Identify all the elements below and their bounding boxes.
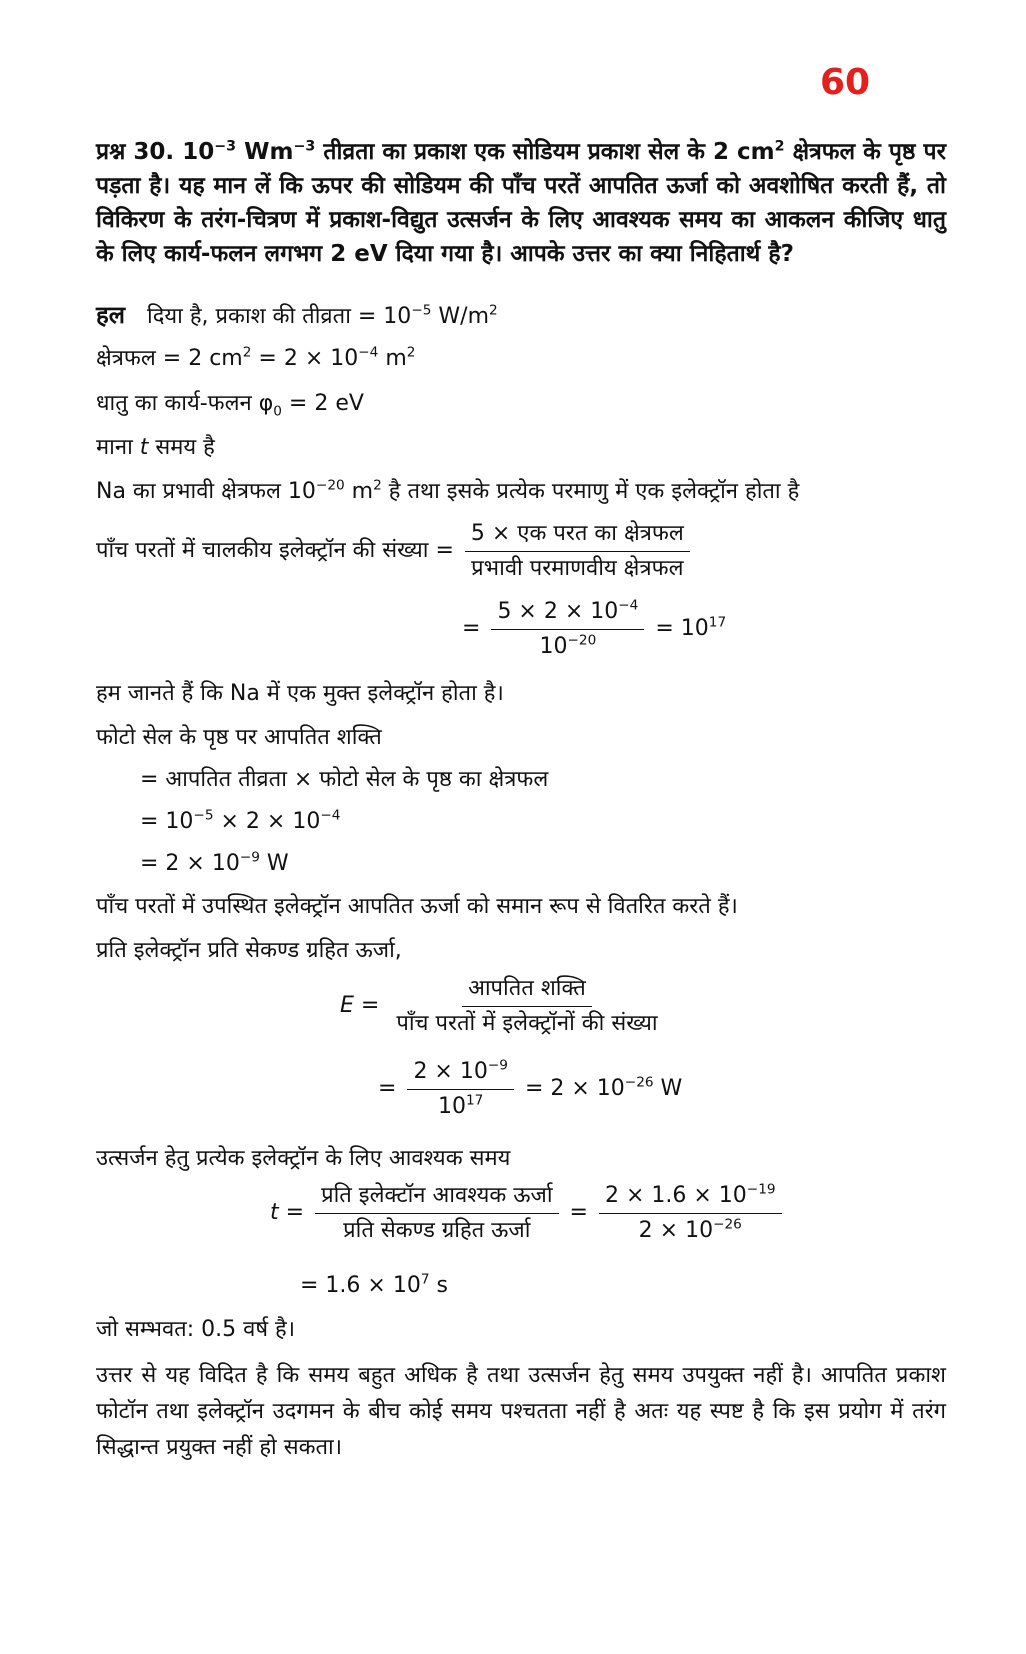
electron-count-calc: = $\frac{5 \times 2 \times 10^{-4}}{10^{-20}}$ = $10^{17}$ [462, 597, 727, 659]
page-number: 60 [820, 62, 871, 103]
question-text: क्षेत्रफल के पृष्ठ पर पड़ता है। यह मान लें कि ऊपर की सोडियम की पाँच परतें आपतित ऊर्जा को अवशोषित करती हैं, तो विकिरण के तरंग-चित्रण में प्रकाश-विद्युत उत्सर्जन के लिए आवश्यक समय का आकलन कीजिए धातु के लिए कार्य-फलन लगभग 2 eV दिया गया है। आपके उत्तर का क्या निहितार्थ है? [96, 139, 946, 267]
emission-time-label: उत्सर्जन हेतु प्रत्येक इलेक्ट्रॉन के लिए आवश्यक समय [96, 1146, 511, 1171]
incident-power-label: फोटो सेल के पृष्ठ पर आपतित शक्ति [96, 725, 382, 750]
solution-label: हल [96, 301, 126, 329]
question-block: प्रश्न 30. $10^{-3}$ $Wm^{-3}$ तीव्रता का प्रकाश एक सोडियम प्रकाश सेल के 2 $cm^2$ क्षेत्रफल के पृष्ठ पर पड़ता है। यह मान लें कि ऊपर की सोडियम की पाँच परतें आपतित ऊर्जा को अवशोषित करती हैं, तो विकिरण के तरंग-चित्रण में प्रकाश-विद्युत उत्सर्जन के लिए आवश्यक समय का आकलन कीजिए धातु के लिए कार्य-फलन लगभग 2 eV दिया गया है। आपके उत्तर का क्या निहितार्थ है? [96, 138, 946, 267]
incident-power-step1: = आपतित तीव्रता × फोटो सेल के पृष्ठ का क्षेत्रफल [140, 767, 549, 792]
incident-power-result: = $2 \times 10^{-9}$ W [140, 849, 289, 876]
time-calc-fraction: $\frac{2 \times 1.6 \times 10^{-19}}{2 \times 10^{-26}}$ [599, 1182, 782, 1244]
electron-count-formula: पाँच परतों में चालकीय इलेक्ट्रॉन की संख्या = $\frac{\text{5 × एक परत का क्षेत्रफल}}{\text{प्रभावी परमाणवीय क्षेत्रफल}}$ [96, 520, 694, 582]
electron-count-calc-fraction: $\frac{5 \times 2 \times 10^{-4}}{10^{-20}}$ [491, 598, 644, 660]
free-electron-note: हम जानते हैं कि Na में एक मुक्त इलेक्ट्रॉन होता है। [96, 681, 504, 706]
given-work-function: धातु का कार्य-फलन $\varphi_0 = 2$ eV [96, 391, 364, 420]
time-formula: t = $\frac{\text{प्रति इलेक्टॉन आवश्यक ऊर्जा}}{\text{प्रति सेकण्ड ग्रहित ऊर्जा}}$ = $\frac{2 \times 1.6 \times 10^{-19}}{2 \times 10^{-26}}$ [270, 1182, 786, 1244]
na-effective-area: Na का प्रभावी क्षेत्रफल $10^{-20}$ $m^2$ है तथा इसके प्रत्येक परमाणु में एक इलेक्ट्रॉन होता है [96, 477, 800, 504]
conclusion-paragraph: उत्तर से यह विदित है कि समय बहुत अधिक है तथा उत्सर्जन हेतु समय उपयुक्त नहीं है। आपतित प्रकाश फोटॉन तथा इलेक्ट्रॉन उदगमन के बीच कोई समय पश्चतता नहीं है अतः यह स्पष्ट है कि इस प्रयोग में तरंग सिद्धान्त प्रयुक्त नहीं हो सकता। [96, 1363, 946, 1460]
question-text-a: 10 [182, 139, 215, 165]
given-intensity: हल दिया है, प्रकाश की तीव्रता = $10^{-5}$ $W/m^2$ [96, 301, 498, 329]
energy-distribution-note: पाँच परतों में उपस्थित इलेक्ट्रॉन आपतित ऊर्जा को समान रूप से वितरित करते हैं। [96, 894, 738, 919]
given-area: क्षेत्रफल = 2 $cm^2 = 2 \times 10^{-4}$ $m^2$ [96, 344, 416, 371]
time-in-years: जो सम्भवत: 0.5 वर्ष है। [96, 1317, 296, 1342]
energy-per-electron-label: प्रति इलेक्ट्रॉन प्रति सेकण्ड ग्रहित ऊर्जा, [96, 938, 402, 963]
incident-power-step2: = $10^{-5} \times 2 \times 10^{-4}$ [140, 807, 341, 834]
electron-count-fraction: $\frac{\text{5 × एक परत का क्षेत्रफल}}{\text{प्रभावी परमाणवीय क्षेत्रफल}}$ [465, 520, 690, 582]
time-fraction: $\frac{\text{प्रति इलेक्टॉन आवश्यक ऊर्जा}}{\text{प्रति सेकण्ड ग्रहित ऊर्जा}}$ [315, 1182, 558, 1244]
energy-fraction: $\frac{\text{आपतित शक्ति}}{\text{पाँच परतों में इलेक्ट्रॉनों की संख्या}}$ [396, 976, 658, 1036]
energy-calc-fraction: $\frac{2 \times 10^{-9}}{10^{17}}$ [407, 1058, 514, 1120]
assume-time: माना t समय है [96, 435, 215, 460]
energy-formula: E = $\frac{\text{आपतित शक्ति}}{\text{पाँच परतों में इलेक्ट्रॉनों की संख्या}}$ [340, 975, 668, 1037]
energy-calc: = $\frac{2 \times 10^{-9}}{10^{17}}$ = $2 \times 10^{-26}$ W [378, 1057, 683, 1119]
question-label: प्रश्न 30. [96, 139, 175, 165]
time-result: = $1.6 \times 10^7$ s [300, 1271, 448, 1298]
